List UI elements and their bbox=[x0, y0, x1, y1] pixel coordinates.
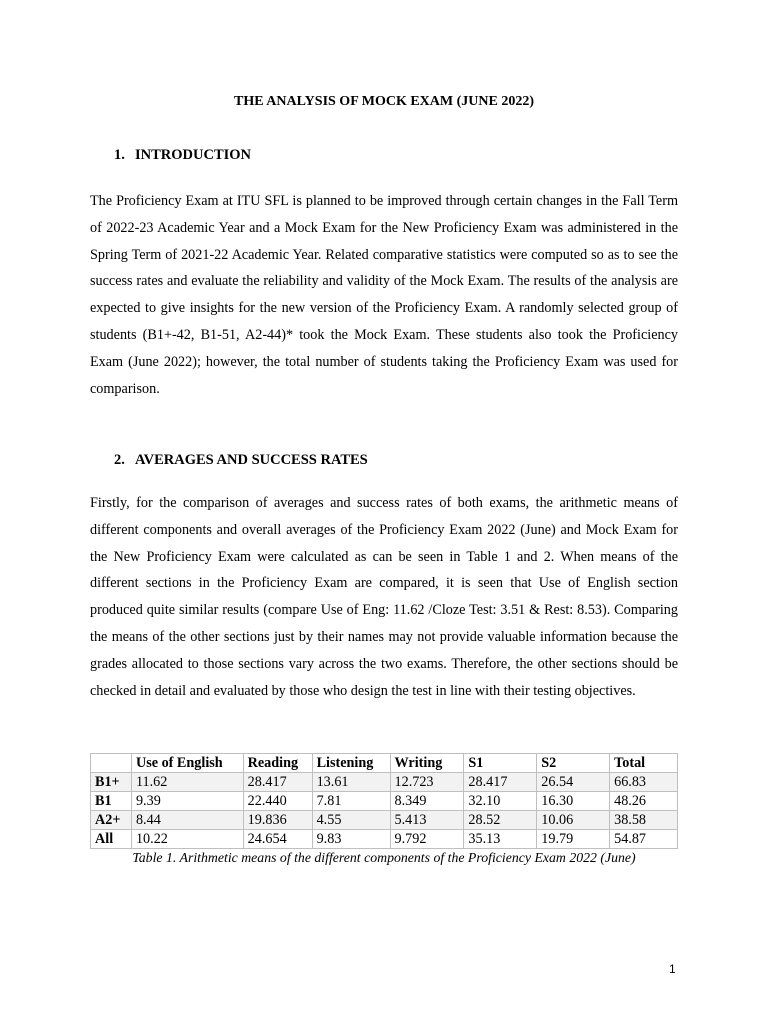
table-header-cell: Total bbox=[610, 754, 678, 773]
document-title: THE ANALYSIS OF MOCK EXAM (JUNE 2022) bbox=[234, 94, 534, 109]
table-header-row bbox=[91, 754, 678, 773]
table-cell: 28.52 bbox=[464, 811, 537, 830]
table-row bbox=[91, 830, 678, 849]
table-cell: 13.61 bbox=[312, 773, 390, 792]
table-cell: 66.83 bbox=[610, 773, 678, 792]
table-cell: 26.54 bbox=[537, 773, 610, 792]
table-cell: 38.58 bbox=[610, 811, 678, 830]
section-heading-text: INTRODUCTION bbox=[135, 147, 252, 163]
table-row-label: B1+ bbox=[91, 773, 132, 792]
table-cell: 24.654 bbox=[243, 830, 312, 849]
table-cell: 11.62 bbox=[131, 773, 243, 792]
section-heading-text: AVERAGES AND SUCCESS RATES bbox=[135, 452, 368, 468]
table-cell: 9.83 bbox=[312, 830, 390, 849]
table-cell: 32.10 bbox=[464, 792, 537, 811]
table-row bbox=[91, 773, 678, 792]
table-cell: 9.39 bbox=[131, 792, 243, 811]
table-cell: 19.836 bbox=[243, 811, 312, 830]
introduction-paragraph: The Proficiency Exam at ITU SFL is planned to be improved through certain changes in the Fall Term of 2022-23 Academic Year and a Mock Exam for the New Proficiency Exam was administered in the Spring Term of 2021-22 Academic Year. Related comparative statistics were computed so as to see the success rates and evaluate the reliability and validity of the Mock Exam. The results of the analysis are expected to give insights for the new version of the Proficiency Exam. A randomly selected group of students (B1+-42, B1-51, A2-44)* took the Mock Exam. These students also took the Proficiency Exam (June 2022); however, the total number of students taking the Proficiency Exam was used for comparison. bbox=[90, 193, 678, 397]
table-cell: 48.26 bbox=[610, 792, 678, 811]
table-header-cell: S2 bbox=[537, 754, 610, 773]
table-row bbox=[91, 792, 678, 811]
table-header-cell: Writing bbox=[390, 754, 464, 773]
table-cell: 8.349 bbox=[390, 792, 464, 811]
table-row bbox=[91, 811, 678, 830]
table-cell: 10.06 bbox=[537, 811, 610, 830]
table-cell: 8.44 bbox=[131, 811, 243, 830]
table-cell: 7.81 bbox=[312, 792, 390, 811]
table-row-label: B1 bbox=[91, 792, 132, 811]
averages-paragraph: Firstly, for the comparison of averages and success rates of both exams, the arithmetic means of different components and overall averages of the Proficiency Exam 2022 (June) and Mock Exam for the New Proficiency Exam were calculated as can be seen in Table 1 and 2. When means of the different sections in the Proficiency Exam are compared, it is seen that Use of English section produced quite similar results (compare Use of Eng: 11.62 /Cloze Test: 3.51 & Rest: 8.53). Comparing the means of the other sections just by their names may not provide valuable information because the grades allocated to those sections vary across the two exams. Therefore, the other sections should be checked in detail and evaluated by those who design the test in line with their testing objectives. bbox=[90, 495, 678, 699]
table-header-cell bbox=[91, 754, 132, 773]
table-proficiency-means bbox=[90, 753, 678, 849]
section-heading-averages bbox=[114, 451, 368, 469]
table-cell: 9.792 bbox=[390, 830, 464, 849]
table-header-cell: S1 bbox=[464, 754, 537, 773]
table-cell: 28.417 bbox=[464, 773, 537, 792]
section-number: 1. bbox=[114, 147, 125, 163]
table-cell: 22.440 bbox=[243, 792, 312, 811]
table-cell: 4.55 bbox=[312, 811, 390, 830]
table-row-label: A2+ bbox=[91, 811, 132, 830]
table-row-label: All bbox=[91, 830, 132, 849]
table-cell: 5.413 bbox=[390, 811, 464, 830]
section-heading-introduction bbox=[114, 146, 251, 164]
table-cell: 54.87 bbox=[610, 830, 678, 849]
table-caption: Table 1. Arithmetic means of the different components of the Proficiency Exam 2022 (June) bbox=[132, 850, 636, 865]
table-header-cell: Use of English bbox=[131, 754, 243, 773]
table-cell: 19.79 bbox=[537, 830, 610, 849]
table-header-cell: Listening bbox=[312, 754, 390, 773]
table-cell: 16.30 bbox=[537, 792, 610, 811]
table-cell: 28.417 bbox=[243, 773, 312, 792]
section-number: 2. bbox=[114, 452, 125, 468]
page-number: 1 bbox=[669, 962, 676, 976]
table-header-cell: Reading bbox=[243, 754, 312, 773]
table-cell: 12.723 bbox=[390, 773, 464, 792]
table-cell: 35.13 bbox=[464, 830, 537, 849]
table-cell: 10.22 bbox=[131, 830, 243, 849]
